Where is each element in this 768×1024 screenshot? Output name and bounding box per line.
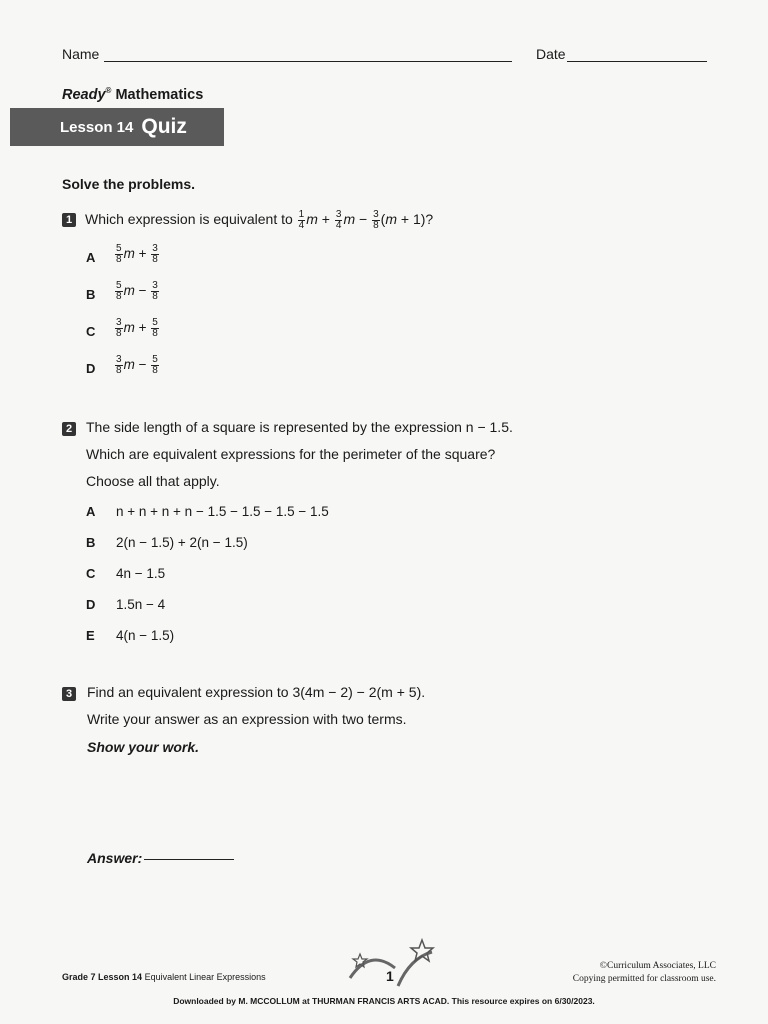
question-1-option-expression: $\frac{5}{8}$ m − $\frac{3}{8}$ — [116, 280, 158, 302]
question-1-option-letter[interactable]: B — [86, 287, 96, 302]
lesson-banner — [10, 108, 224, 146]
question-2-line-2: Which are equivalent expressions for the perimeter of the square? — [86, 446, 496, 462]
question-1-prompt-end: ? — [425, 211, 434, 228]
page-number: 1 — [386, 968, 394, 984]
question-2-option-letter[interactable]: B — [86, 535, 96, 550]
question-1-option-expression: $\frac{3}{8}$ m + $\frac{5}{8}$ — [116, 317, 158, 339]
question-2-option-text: 4(n − 1.5) — [116, 628, 175, 643]
footer-lesson: Lesson 14 — [98, 972, 143, 982]
footer-grade: Grade 7 — [62, 972, 96, 982]
question-3-number: 3 — [62, 687, 76, 701]
answer-label: Answer: — [87, 850, 143, 866]
date-label: Date — [536, 46, 566, 62]
question-3-line-2: Write your answer as an expression with two terms. — [87, 711, 407, 727]
question-2-option-letter[interactable]: C — [86, 566, 96, 581]
question-1-number: 1 — [62, 213, 76, 227]
question-1-prompt: Which expression is equivalent to $\frac{1}{4}$ m + $\frac{3}{4}$ m − $\frac{3}{8}$ (m + 1)? — [85, 209, 434, 231]
quiz-label: Quiz — [141, 115, 187, 138]
show-work-label: Show your work. — [87, 739, 200, 755]
copyright-line-1: ©Curriculum Associates, LLC — [599, 961, 716, 971]
fraction: $\frac{3}{8}$ — [373, 209, 379, 231]
series-title — [62, 86, 203, 103]
fraction: $\frac{1}{4}$ — [298, 209, 305, 231]
question-2-option-text: 1.5n − 4 — [116, 597, 166, 612]
question-1-option-letter[interactable]: C — [86, 324, 96, 339]
name-label: Name — [62, 46, 100, 62]
copyright-line-2: Copying permitted for classroom use. — [572, 974, 716, 984]
question-2-option-letter[interactable]: A — [86, 504, 96, 519]
question-2-option-letter[interactable]: E — [86, 628, 95, 643]
question-1-option-expression: $\frac{3}{8}$ m − $\frac{5}{8}$ — [116, 354, 158, 376]
series-brand: Ready — [62, 86, 106, 103]
question-1-option-letter[interactable]: A — [86, 250, 96, 265]
star-swoosh-logo — [340, 938, 440, 994]
question-2-line-3: Choose all that apply. — [86, 473, 220, 489]
lesson-label: Lesson 14 — [60, 118, 134, 136]
footer-topic: Equivalent Linear Expressions — [144, 972, 266, 982]
question-3-line-1: Find an equivalent expression to 3(4m − 2) − 2(m + 5). — [87, 684, 426, 700]
question-2-option-letter[interactable]: D — [86, 597, 96, 612]
answer-input-line[interactable] — [144, 859, 234, 860]
question-1-option-letter[interactable]: D — [86, 361, 96, 376]
question-2-option-text: 2(n − 1.5) + 2(n − 1.5) — [116, 535, 248, 550]
name-field-line — [104, 61, 512, 62]
download-notice: Downloaded by M. MCCOLLUM at THURMAN FRANCIS ARTS ACAD. This resource expires on 6/30/2023. — [173, 996, 595, 1006]
question-2-option-text: n + n + n + n − 1.5 − 1.5 − 1.5 − 1.5 — [116, 504, 329, 519]
series-subject: Mathematics — [111, 86, 204, 103]
footer-grade-info — [62, 972, 266, 982]
question-2-line-1: The side length of a square is represented by the expression n − 1.5. — [86, 419, 513, 435]
date-field-line — [567, 61, 707, 62]
question-1-prompt-text: Which expression is equivalent to — [85, 211, 293, 228]
registered-mark: ® — [105, 86, 112, 95]
question-1-option-expression: $\frac{5}{8}$ m + $\frac{3}{8}$ — [116, 243, 158, 265]
directions: Solve the problems. — [62, 176, 196, 192]
question-2-option-text: 4n − 1.5 — [116, 566, 166, 581]
question-2-number: 2 — [62, 422, 76, 436]
fraction: $\frac{3}{4}$ — [335, 209, 342, 231]
copyright-notice — [520, 960, 716, 986]
